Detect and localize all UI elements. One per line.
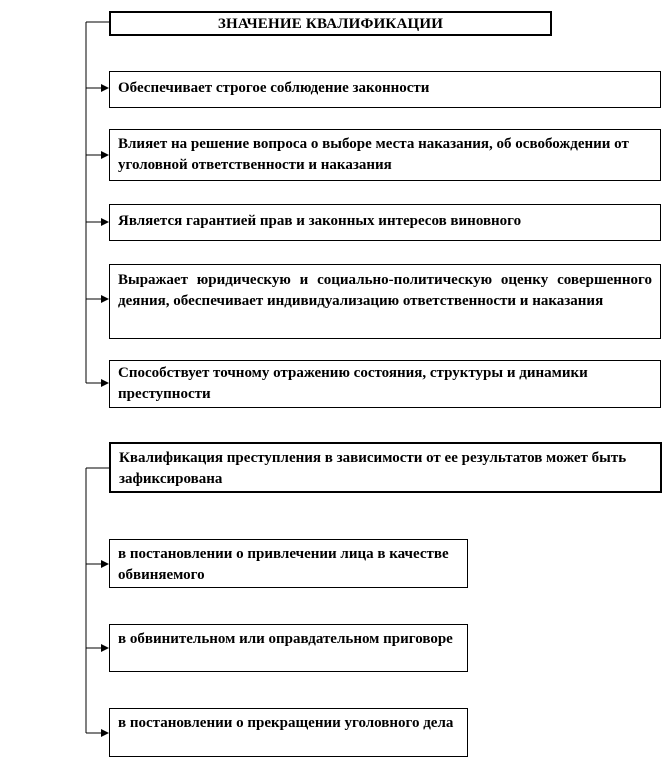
significance-item-1: Обеспечивает строгое соблюдение законности [109, 71, 661, 108]
diagram-title: ЗНАЧЕНИЕ КВАЛИФИКАЦИИ [109, 11, 552, 36]
fixation-header: Квалификация преступления в зависимости от ее результатов может быть зафиксирована [109, 442, 662, 493]
fixation-item-1: в постановлении о привлечении лица в качестве обвиняемого [109, 539, 468, 588]
fixation-item-2: в обвинительном или оправдательном приговоре [109, 624, 468, 672]
significance-item-2: Влияет на решение вопроса о выборе места наказания, об освобождении от уголовной ответственности и наказания [109, 129, 661, 181]
significance-item-4: Выражает юридическую и социально-политическую оценку совершенного деяния, обеспечивает индивидуализацию ответственности и наказания [109, 264, 661, 339]
significance-item-3: Является гарантией прав и законных интересов виновного [109, 204, 661, 241]
significance-item-5: Способствует точному отражению состояния, структуры и динамики преступности [109, 360, 661, 408]
fixation-item-3: в постановлении о прекращении уголовного дела [109, 708, 468, 757]
